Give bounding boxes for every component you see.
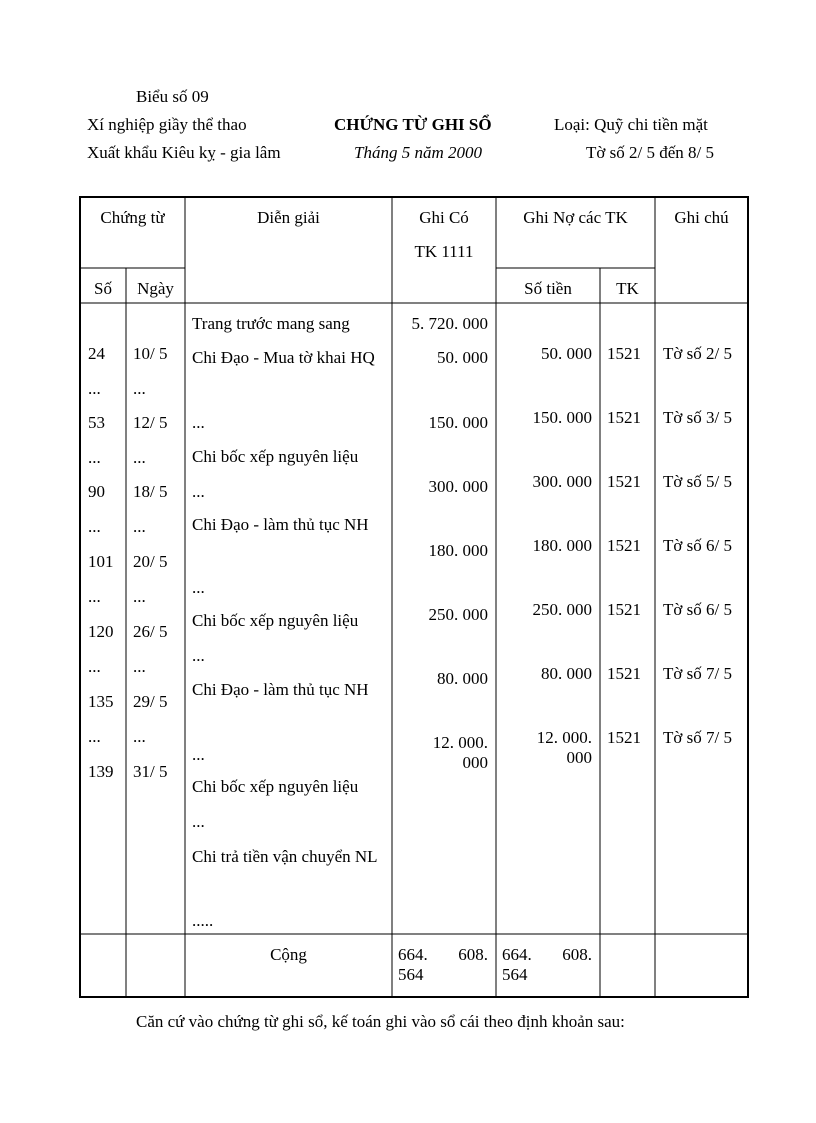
debit-amount: 50. 000 [541,344,592,363]
debit-account: 1521 [607,664,641,683]
document-title: CHỨNG TỪ GHI SỔ [334,115,492,134]
description-text: Chi Đạo - làm thủ tục NH [192,515,369,534]
debit-account: 1521 [607,408,641,427]
voucher-number: 24 [88,344,105,363]
header-credit: Ghi Có [419,208,469,227]
credit-amount: 5. 720. 000 [411,314,488,333]
voucher-number: 101 [88,552,114,571]
voucher-date: 10/ 5 [133,344,168,363]
form-number: Biểu số 09 [136,87,209,106]
voucher-date: 29/ 5 [133,692,168,711]
footer-text: Căn cứ vào chứng từ ghi sổ, kế toán ghi vào sổ cái theo định khoản sau: [136,1012,625,1031]
credit-amount: 50. 000 [437,348,488,367]
voucher-number: ... [88,587,101,606]
voucher-number: 120 [88,622,114,641]
header-debit-group: Ghi Nợ các TK [523,208,628,227]
note-text: Tờ số 2/ 5 [663,344,732,363]
voucher-type: Loại: Quỹ chi tiền mặt [554,115,708,134]
description-text: Chi bốc xếp nguyên liệu [192,777,359,796]
description-text: ... [192,646,205,665]
note-text: Tờ số 7/ 5 [663,664,732,683]
voucher-number: 139 [88,762,114,781]
description-text: Chi bốc xếp nguyên liệu [192,447,359,466]
voucher-date: 26/ 5 [133,622,168,641]
note-text: Tờ số 7/ 5 [663,728,732,747]
debit-amount: 80. 000 [541,664,592,683]
voucher-number: ... [88,657,101,676]
voucher-date: ... [133,587,146,606]
voucher-date: ... [133,517,146,536]
description-text: ... [192,812,205,831]
voucher-number: ... [88,379,101,398]
voucher-date: 12/ 5 [133,413,168,432]
sheet-range: Tờ số 2/ 5 đến 8/ 5 [586,143,714,162]
voucher-number: 53 [88,413,105,432]
description-text: Trang trước mang sang [192,314,350,333]
description-text: Chi trả tiền vận chuyển NL [192,847,378,866]
header-note: Ghi chú [674,208,729,227]
header-amount: Số tiền [524,279,572,298]
debit-amount: 150. 000 [532,408,592,427]
header-description: Diễn giải [257,208,320,227]
voucher-date: ... [133,448,146,467]
note-text: Tờ số 6/ 5 [663,536,732,555]
description-text: ... [192,745,205,764]
note-text: Tờ số 3/ 5 [663,408,732,427]
debit-account: 1521 [607,728,641,747]
header-account: TK [616,279,639,298]
voucher-date: ... [133,657,146,676]
voucher-date: ... [133,379,146,398]
document-period: Tháng 5 năm 2000 [354,143,482,162]
debit-account: 1521 [607,536,641,555]
voucher-date: 18/ 5 [133,482,168,501]
credit-amount: 150. 000 [428,413,488,432]
company-name: Xí nghiệp giầy thể thao [87,115,247,134]
voucher-number: ... [88,448,101,467]
description-text: ... [192,578,205,597]
header-number: Số [94,279,112,298]
debit-amount: 250. 000 [532,600,592,619]
voucher-number: ... [88,517,101,536]
voucher-date: 31/ 5 [133,762,168,781]
voucher-number: ... [88,727,101,746]
credit-amount: 300. 000 [428,477,488,496]
description-text: Chi Đạo - làm thủ tục NH [192,680,369,699]
debit-amount: 300. 000 [532,472,592,491]
total-debit: 664. 608. 564 [502,945,592,984]
note-text: Tờ số 6/ 5 [663,600,732,619]
header-date: Ngày [137,279,174,298]
total-credit: 664. 608. 564 [398,945,488,984]
description-text: ... [192,482,205,501]
voucher-date: 20/ 5 [133,552,168,571]
debit-account: 1521 [607,344,641,363]
credit-amount: 12. 000. 000 [432,733,488,772]
credit-amount: 250. 000 [428,605,488,624]
debit-account: 1521 [607,472,641,491]
description-text: ... [192,413,205,432]
description-text: Chi bốc xếp nguyên liệu [192,611,359,630]
debit-amount: 180. 000 [532,536,592,555]
voucher-number: 135 [88,692,114,711]
header-voucher: Chứng từ [100,208,165,227]
company-location: Xuất khẩu Kiêu kỵ - gia lâm [87,143,281,162]
credit-amount: 80. 000 [437,669,488,688]
debit-amount: 12. 000. 000 [536,728,592,767]
description-text: ..... [192,911,214,930]
credit-amount: 180. 000 [428,541,488,560]
voucher-date: ... [133,727,146,746]
note-text: Tờ số 5/ 5 [663,472,732,491]
description-text: Chi Đạo - Mua tờ khai HQ [192,348,375,367]
voucher-number: 90 [88,482,105,501]
header-credit-account: TK 1111 [414,242,474,261]
debit-account: 1521 [607,600,641,619]
total-label: Cộng [270,945,307,964]
